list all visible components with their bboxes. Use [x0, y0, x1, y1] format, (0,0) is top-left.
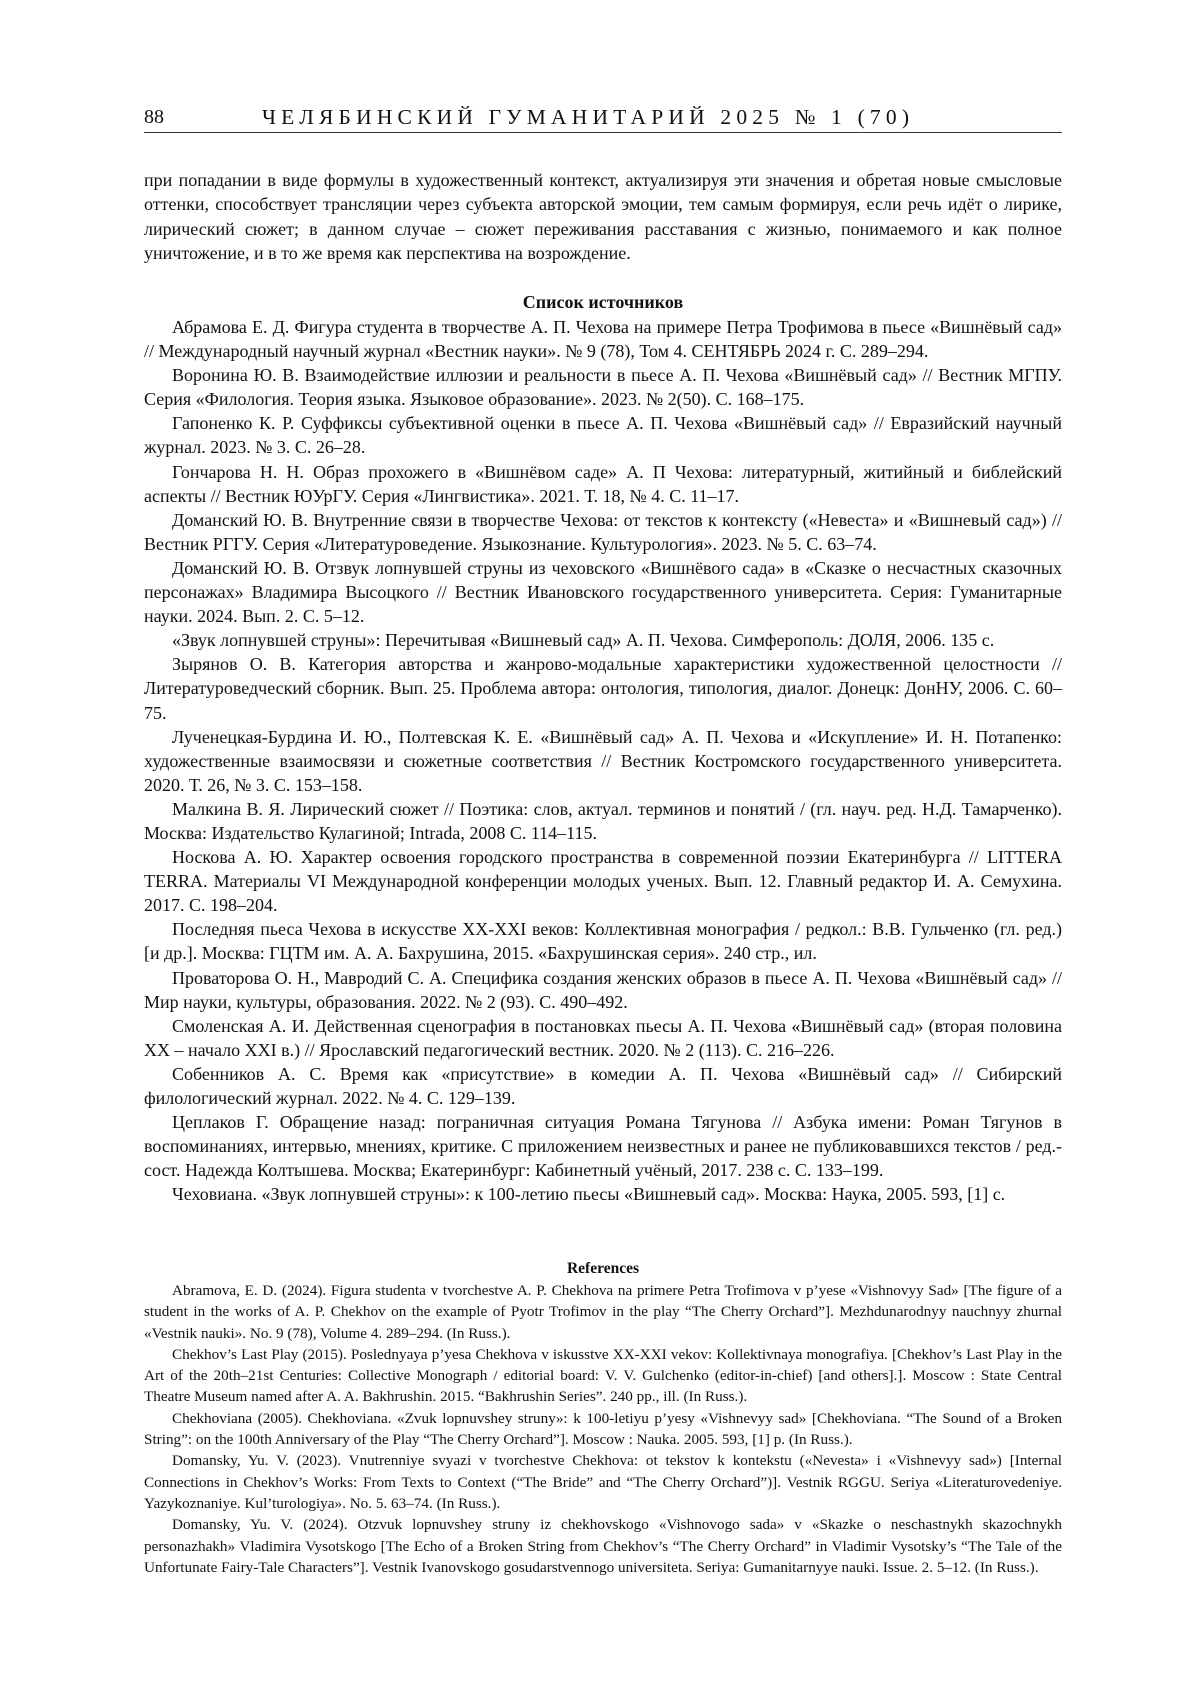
- source-item: Доманский Ю. В. Отзвук лопнувшей струны из чеховского «Вишнёвого сада» в «Сказке о несчастных сказочных персонажах» Владимира Высоцкого // Вестник Ивановского государственного университета. Серия: Гуманитарные науки. 2024. Вып. 2. С. 5–12.: [144, 556, 1062, 628]
- reference-item: Abramova, E. D. (2024). Figura studenta v tvorchestve A. P. Chekhova na primere Petra Trofimova v p’yese «Vishnovyy Sad» [The figure of a student in the works of A. P. Chekhov on the example of Pyotr Trofimov in the play “The Cherry Orchard”]. Mezhdunarodnyy nauchnyy zhurnal «Vestnik nauki». No. 9 (78), Volume 4. 289–294. (In Russ.).: [144, 1280, 1062, 1344]
- source-item: Носкова А. Ю. Характер освоения городского пространства в современной поэзии Екатеринбурга // LITTERA TERRA. Материалы VI Международной конференции молодых ученых. Вып. 12. Главный редактор И. А. Семухина. 2017. С. 198–204.: [144, 845, 1062, 917]
- reference-item: Domansky, Yu. V. (2024). Otzvuk lopnuvshey struny iz chekhovskogo «Vishnovogo sada» v «Skazke o neschastnykh skazochnykh personazhakh» Vladimira Vysotskogo [The Echo of a Broken String from Chekhov’s “The Cherry Orchard” in Vladimir Vysotsky’s “The Tale of the Unfortunate Fairy-Tale Characters”]. Vestnik Ivanovskogo gosudarstvennogo universiteta. Seriya: Gumanitarnyye nauki. Issue. 2. 5–12. (In Russ.).: [144, 1514, 1062, 1578]
- running-header: [144, 104, 1062, 133]
- reference-item: Chekhov’s Last Play (2015). Poslednyaya p’yesa Chekhova v iskusstve XX-XXI vekov: Kollektivnaya monografiya. [Chekhov’s Last Play in the Art of the 20th–21st Centuries: Collective Monograph / editorial board: V. V. Gulchenko (editor-in-chief) [and others].]. Moscow : State Central Theatre Museum named after A. A. Bakhrushin. 2015. “Bakhrushin Series”. 240 pp., ill. (In Russ.).: [144, 1344, 1062, 1408]
- source-item: Чеховиана. «Звук лопнувшей струны»: к 100-летию пьесы «Вишневый сад». Москва: Наука, 2005. 593, [1] с.: [144, 1182, 1062, 1206]
- source-item: Зырянов О. В. Категория авторства и жанрово-модальные характеристики художественной целостности // Литературоведческий сборник. Вып. 25. Проблема автора: онтология, типология, диалог. Донецк: ДонНУ, 2006. С. 60–75.: [144, 652, 1062, 724]
- sources-heading: Список источников: [144, 290, 1062, 314]
- references-list: [144, 1280, 1062, 1578]
- source-item: Смоленская А. И. Действенная сценография в постановках пьесы А. П. Чехова «Вишнёвый сад» (вторая половина XX – начало XXI в.) // Ярославский педагогический вестник. 2020. № 2 (113). С. 216–226.: [144, 1014, 1062, 1062]
- source-item: «Звук лопнувшей струны»: Перечитывая «Вишневый сад» А. П. Чехова. Симферополь: ДОЛЯ, 2006. 135 с.: [144, 628, 1062, 652]
- intro-paragraph: при попадании в виде формулы в художественный контекст, актуализируя эти значения и обретая новые смысловые оттенки, способствует трансляции через субъекта авторской эмоции, тем самым формируя, если речь идёт о лирике, лирический сюжет; в данном случае – сюжет переживания расставания с жизнью, понимаемого и как полное уничтожение, и в то же время как перспектива на возрождение.: [144, 168, 1062, 266]
- source-item: Воронина Ю. В. Взаимодействие иллюзии и реальности в пьесе А. П. Чехова «Вишнёвый сад» // Вестник МГПУ. Серия «Филология. Теория языка. Языковое образование». 2023. № 2(50). С. 168–175.: [144, 363, 1062, 411]
- source-item: Доманский Ю. В. Внутренние связи в творчестве Чехова: от текстов к контексту («Невеста» и «Вишневый сад») // Вестник РГГУ. Серия «Литературоведение. Языкознание. Культурология». 2023. № 5. С. 63–74.: [144, 508, 1062, 556]
- source-item: Гапоненко К. Р. Суффиксы субъективной оценки в пьесе А. П. Чехова «Вишнёвый сад» // Евразийский научный журнал. 2023. № 3. С. 26–28.: [144, 411, 1062, 459]
- source-item: Малкина В. Я. Лирический сюжет // Поэтика: слов, актуал. терминов и понятий / (гл. науч. ред. Н.Д. Тамарченко). Москва: Издательство Кулагиной; Intrada, 2008 С. 114–115.: [144, 797, 1062, 845]
- source-item: Гончарова Н. Н. Образ прохожего в «Вишнёвом саде» А. П Чехова: литературный, житийный и библейский аспекты // Вестник ЮУрГУ. Серия «Лингвистика». 2021. Т. 18, № 4. С. 11–17.: [144, 460, 1062, 508]
- reference-item: Domansky, Yu. V. (2023). Vnutrenniye svyazi v tvorchestve Chekhova: ot tekstov k kontekstu («Nevesta» i «Vishnevyy sad») [Internal Connections in Chekhov’s Works: From Texts to Context (“The Bride” and “The Cherry Orchard”)]. Vestnik RGGU. Seriya «Literaturovedeniye. Yazykoznaniye. Kul’turologiya». No. 5. 63–74. (In Russ.).: [144, 1450, 1062, 1514]
- source-item: Абрамова Е. Д. Фигура студента в творчестве А. П. Чехова на примере Петра Трофимова в пьесе «Вишнёвый сад» // Международный научный журнал «Вестник науки». № 9 (78), Том 4. СЕНТЯБРЬ 2024 г. С. 289–294.: [144, 315, 1062, 363]
- page-number: 88: [144, 104, 164, 130]
- references-heading: References: [144, 1259, 1062, 1279]
- source-item: Последняя пьеса Чехова в искусстве XX-XXI веков: Коллективная монография / редкол.: В.В. Гульченко (гл. ред.) [и др.]. Москва: ГЦТМ им. А. А. Бахрушина, 2015. «Бахрушинская серия». 240 стр., ил.: [144, 917, 1062, 965]
- journal-title: ЧЕЛЯБИНСКИЙ ГУМАНИТАРИЙ 2025 № 1 (70): [262, 104, 914, 130]
- reference-item: Chekhoviana (2005). Chekhoviana. «Zvuk lopnuvshey struny»: k 100-letiyu p’yesy «Vishnevyy sad» [Chekhoviana. “The Sound of a Broken String”: on the 100th Anniversary of the Play “The Cherry Orchard”]. Moscow : Nauka. 2005. 593, [1] p. (In Russ.).: [144, 1408, 1062, 1451]
- source-item: Проваторова О. Н., Мавродий С. А. Специфика создания женских образов в пьесе А. П. Чехова «Вишнёвый сад» // Мир науки, культуры, образования. 2022. № 2 (93). С. 490–492.: [144, 966, 1062, 1014]
- source-item: Лученецкая-Бурдина И. Ю., Полтевская К. Е. «Вишнёвый сад» А. П. Чехова и «Искупление» И. Н. Потапенко: художественные взаимосвязи и сюжетные соответствия // Вестник Костромского государственного университета. 2020. Т. 26, № 3. С. 153–158.: [144, 725, 1062, 797]
- sources-list: [144, 315, 1062, 1206]
- source-item: Цеплаков Г. Обращение назад: пограничная ситуация Романа Тягунова // Азбука имени: Роман Тягунов в воспоминаниях, интервью, мнениях, критике. С приложением неизвестных и ранее не публиковавшихся текстов / ред.-сост. Надежда Колтышева. Москва; Екатеринбург: Кабинетный учёный, 2017. 238 с. С. 133–199.: [144, 1110, 1062, 1182]
- source-item: Собенников А. С. Время как «присутствие» в комедии А. П. Чехова «Вишнёвый сад» // Сибирский филологический журнал. 2022. № 4. С. 129–139.: [144, 1062, 1062, 1110]
